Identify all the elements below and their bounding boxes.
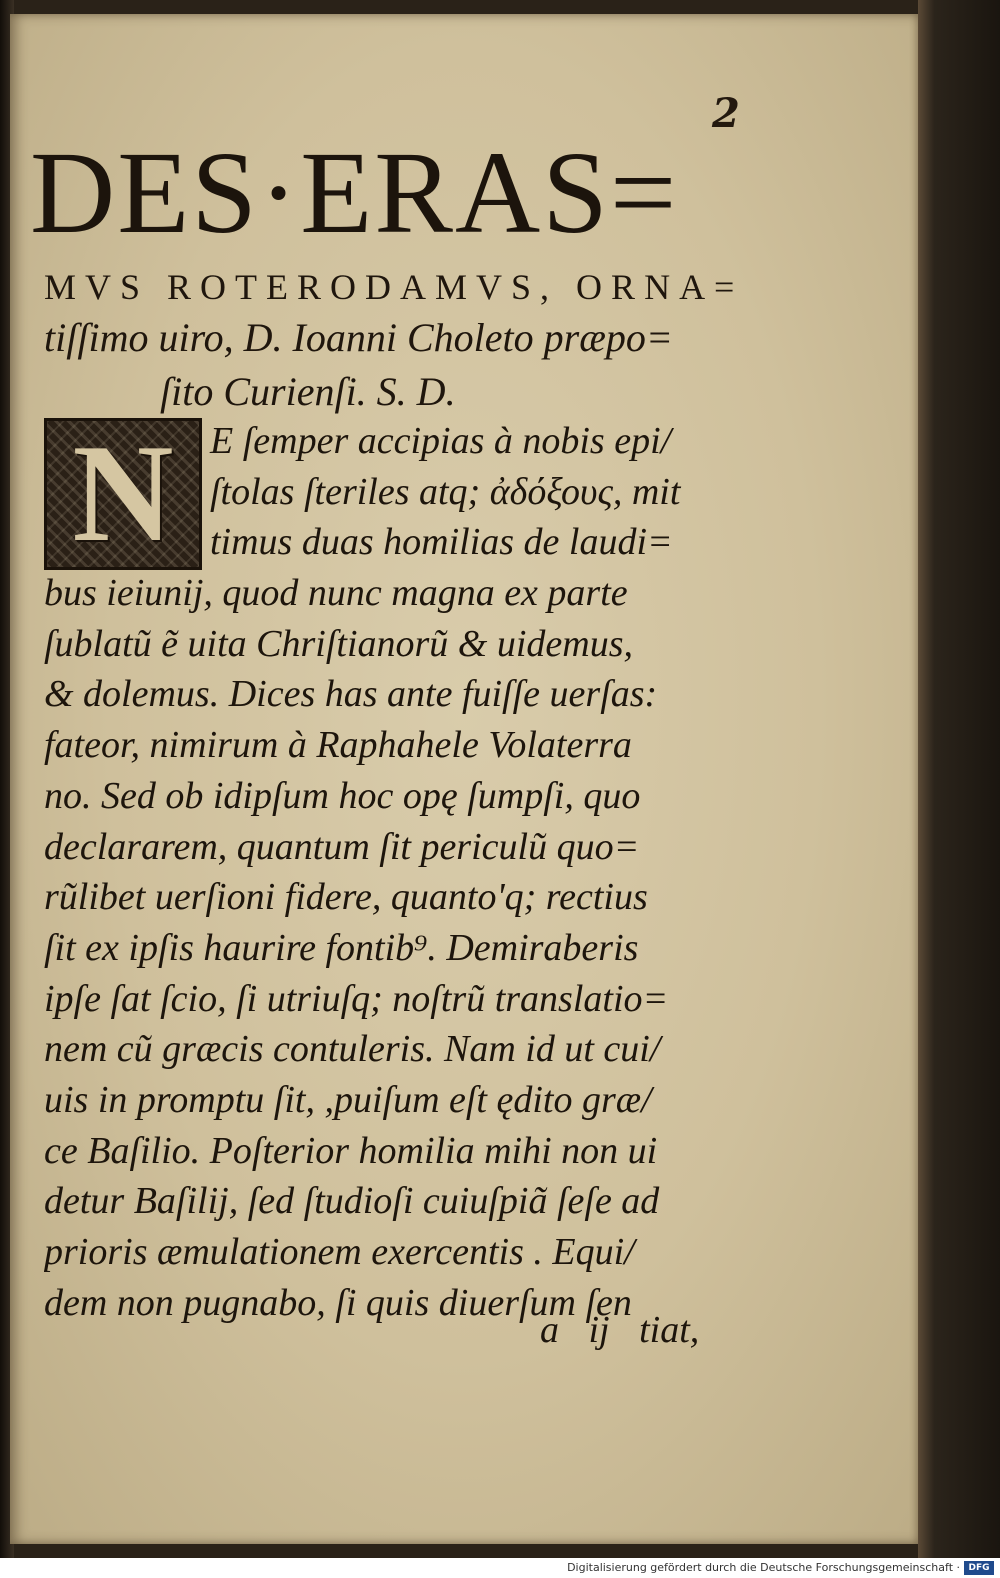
text-line: ce Baſilio. Poſterior homilia mihi non ui bbox=[44, 1129, 658, 1172]
page-edge bbox=[918, 0, 1000, 1558]
page-title: DES·ERAS= bbox=[30, 127, 679, 258]
heading-line-3: ſito Curienſi. S. D. bbox=[160, 369, 456, 414]
text-line: declararem, quantum ſit periculũ quo= bbox=[44, 825, 640, 868]
text-line: prioris æmulationem exercentis . Equi/ bbox=[44, 1231, 635, 1273]
footer bbox=[0, 1558, 1000, 1578]
text-line: dem non pugnabo, ſi quis diuerſum ſen bbox=[44, 1281, 632, 1324]
text-line: ſublatũ ẽ uita Chriſtianorũ & uidemus, bbox=[44, 622, 634, 665]
text-line: no. Sed ob idipſum hoc opę ſumpſi, quo bbox=[44, 774, 641, 817]
footer-credit: Digitalisierung gefördert durch die Deutsche Forschungsgemeinschaft · bbox=[567, 1561, 960, 1574]
page-number: 2 bbox=[712, 90, 740, 137]
dfg-logo: DFG bbox=[964, 1561, 994, 1575]
text-line: ſit ex ipſis haurire fontib⁹. Demiraberis bbox=[44, 926, 639, 969]
text-line: detur Baſilij, ſed ſtudioſi cuiuſpiã ſeſe ad bbox=[44, 1180, 660, 1223]
text-line: ipſe ſat ſcio, ſi utriuſq; noſtrũ translatio= bbox=[44, 977, 669, 1020]
initial-letter: N bbox=[72, 416, 174, 571]
catchwords: a ij tiat, bbox=[540, 1309, 700, 1351]
text-line: E ſemper accipias à nobis epi/ bbox=[210, 420, 672, 462]
text-line: uis in promptu ſit, ,puiſum eſt ędito græ/ bbox=[44, 1078, 652, 1121]
text-line: fateor, nimirum à Raphahele Volaterra bbox=[44, 724, 632, 767]
heading-line-2: tiſſimo uiro, D. Ioanni Choleto præpo= bbox=[44, 315, 673, 360]
text-line: timus duas homilias de laudi= bbox=[210, 521, 673, 564]
heading-line-1: MVS ROTERODAMVS, ORNA= bbox=[44, 267, 744, 307]
text-line: rũlibet uerſioni fidere, quanto'q; rectius bbox=[44, 876, 648, 919]
text-line: nem cũ græcis contuleris. Nam id ut cui/ bbox=[44, 1028, 661, 1071]
text-line: & dolemus. Dices has ante fuiſſe uerſas: bbox=[44, 673, 658, 716]
text-line: ſtolas ſteriles atq; ἀδόξους, mit bbox=[210, 470, 681, 513]
text-line: bus ieiunij, quod nunc magna ex parte bbox=[44, 572, 628, 615]
body-text bbox=[44, 416, 784, 1328]
